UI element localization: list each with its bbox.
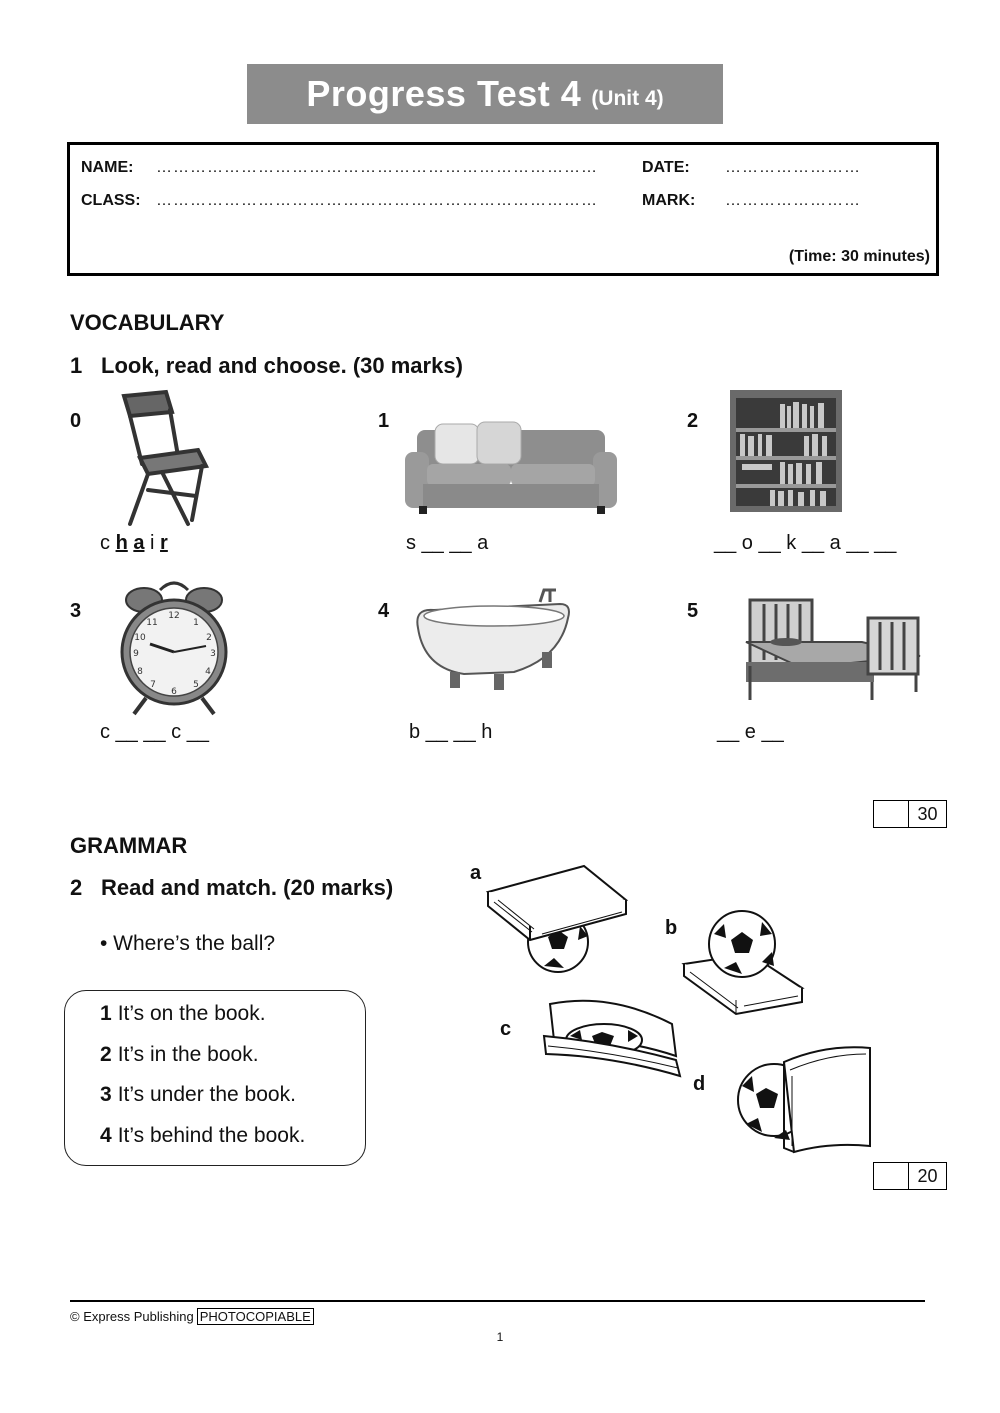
svg-text:12: 12 (168, 611, 180, 621)
word-0 (100, 532, 168, 555)
ball-under-book-picture (484, 862, 630, 974)
grammar-question: • Where’s the ball? (100, 932, 276, 955)
grammar-score-input[interactable] (874, 1163, 909, 1189)
word-0-answer-r: r (160, 532, 168, 554)
option-2-text: It’s in the book. (117, 1043, 259, 1066)
item-number-5: 5 (687, 600, 699, 622)
item-number-0: 0 (70, 410, 82, 432)
publisher-text: © Express Publishing (70, 1309, 194, 1324)
svg-text:1: 1 (193, 618, 199, 628)
class-label: CLASS: (81, 192, 141, 209)
footer-credit (70, 1309, 314, 1324)
bath-picture (410, 588, 576, 700)
task-1-number: 1 (70, 353, 83, 378)
name-label: NAME: (81, 159, 134, 176)
grammar-score-box (873, 1162, 947, 1190)
word-5[interactable]: __ e __ (717, 721, 784, 743)
bed-picture (742, 596, 922, 704)
word-0-letter-i: i (150, 532, 155, 554)
page-title: Progress Test 4 (306, 73, 582, 114)
item-number-4: 4 (378, 600, 390, 622)
option-1-number: 1 (100, 1002, 112, 1025)
svg-text:7: 7 (150, 680, 156, 690)
option-4-number: 4 (100, 1124, 112, 1147)
option-1-text: It’s on the book. (117, 1002, 266, 1025)
grammar-heading: GRAMMAR (70, 833, 188, 858)
svg-text:4: 4 (205, 667, 211, 677)
svg-text:3: 3 (210, 649, 216, 659)
option-1 (100, 1002, 266, 1026)
picture-label-a: a (470, 862, 482, 884)
word-4[interactable]: b __ __ h (409, 721, 493, 743)
picture-label-d: d (693, 1073, 706, 1095)
date-label: DATE: (642, 159, 690, 176)
vocabulary-score-input[interactable] (874, 801, 909, 827)
option-2-number: 2 (100, 1043, 112, 1066)
option-3-text: It’s under the book. (117, 1083, 296, 1106)
word-0-answer-h: h (115, 532, 128, 554)
vocabulary-heading: VOCABULARY (70, 310, 225, 335)
ball-behind-book-picture (734, 1042, 874, 1154)
svg-text:5: 5 (193, 680, 199, 690)
option-3-number: 3 (100, 1083, 112, 1106)
student-info-box (67, 142, 939, 276)
item-number-3: 3 (70, 600, 82, 622)
svg-text:9: 9 (133, 649, 139, 659)
word-1[interactable]: s __ __ a (406, 532, 489, 554)
task-2-text: Read and match. (20 marks) (101, 875, 394, 900)
svg-text:6: 6 (171, 687, 177, 697)
task-1 (70, 353, 463, 379)
ball-in-book-picture (540, 996, 684, 1080)
date-field[interactable]: …………………… (725, 159, 861, 176)
page-subtitle: (Unit 4) (591, 87, 664, 110)
task-2-number: 2 (70, 875, 83, 900)
grammar-score-total: 20 (917, 1166, 938, 1186)
picture-label-b: b (665, 917, 678, 939)
vocabulary-score-total: 30 (917, 804, 938, 824)
word-3[interactable]: c __ __ c __ (100, 721, 209, 743)
name-field[interactable]: …………………………………………………………………… (156, 159, 598, 176)
vocabulary-score-box (873, 800, 947, 828)
bookcase-picture (730, 390, 842, 512)
photocopiable-badge: PHOTOCOPIABLE (197, 1308, 314, 1325)
mark-field[interactable]: …………………… (725, 192, 861, 209)
word-0-answer-a: a (133, 532, 145, 554)
option-4 (100, 1124, 305, 1148)
ball-on-book-picture (680, 908, 806, 1020)
word-2[interactable]: __ o __ k __ a __ __ (714, 532, 897, 554)
item-number-1: 1 (378, 410, 390, 432)
svg-text:10: 10 (134, 633, 146, 643)
chair-picture (118, 392, 210, 528)
item-number-2: 2 (687, 410, 699, 432)
svg-text:11: 11 (146, 618, 158, 628)
clock-picture (120, 580, 228, 716)
svg-text:8: 8 (137, 667, 143, 677)
task-2 (70, 875, 393, 901)
word-0-letter-c: c (100, 532, 110, 554)
class-field[interactable]: …………………………………………………………………… (156, 192, 598, 209)
time-limit: (Time: 30 minutes) (788, 248, 930, 265)
option-4-text: It’s behind the book. (117, 1124, 306, 1147)
svg-text:2: 2 (206, 633, 212, 643)
picture-label-c: c (500, 1018, 512, 1040)
title-banner (247, 64, 723, 124)
sofa-picture (405, 420, 617, 516)
option-3 (100, 1083, 296, 1107)
page-number: 1 (496, 1330, 504, 1344)
task-1-text: Look, read and choose. (30 marks) (101, 353, 463, 378)
footer-divider (70, 1300, 925, 1302)
mark-label: MARK: (642, 192, 696, 209)
option-2 (100, 1043, 259, 1067)
